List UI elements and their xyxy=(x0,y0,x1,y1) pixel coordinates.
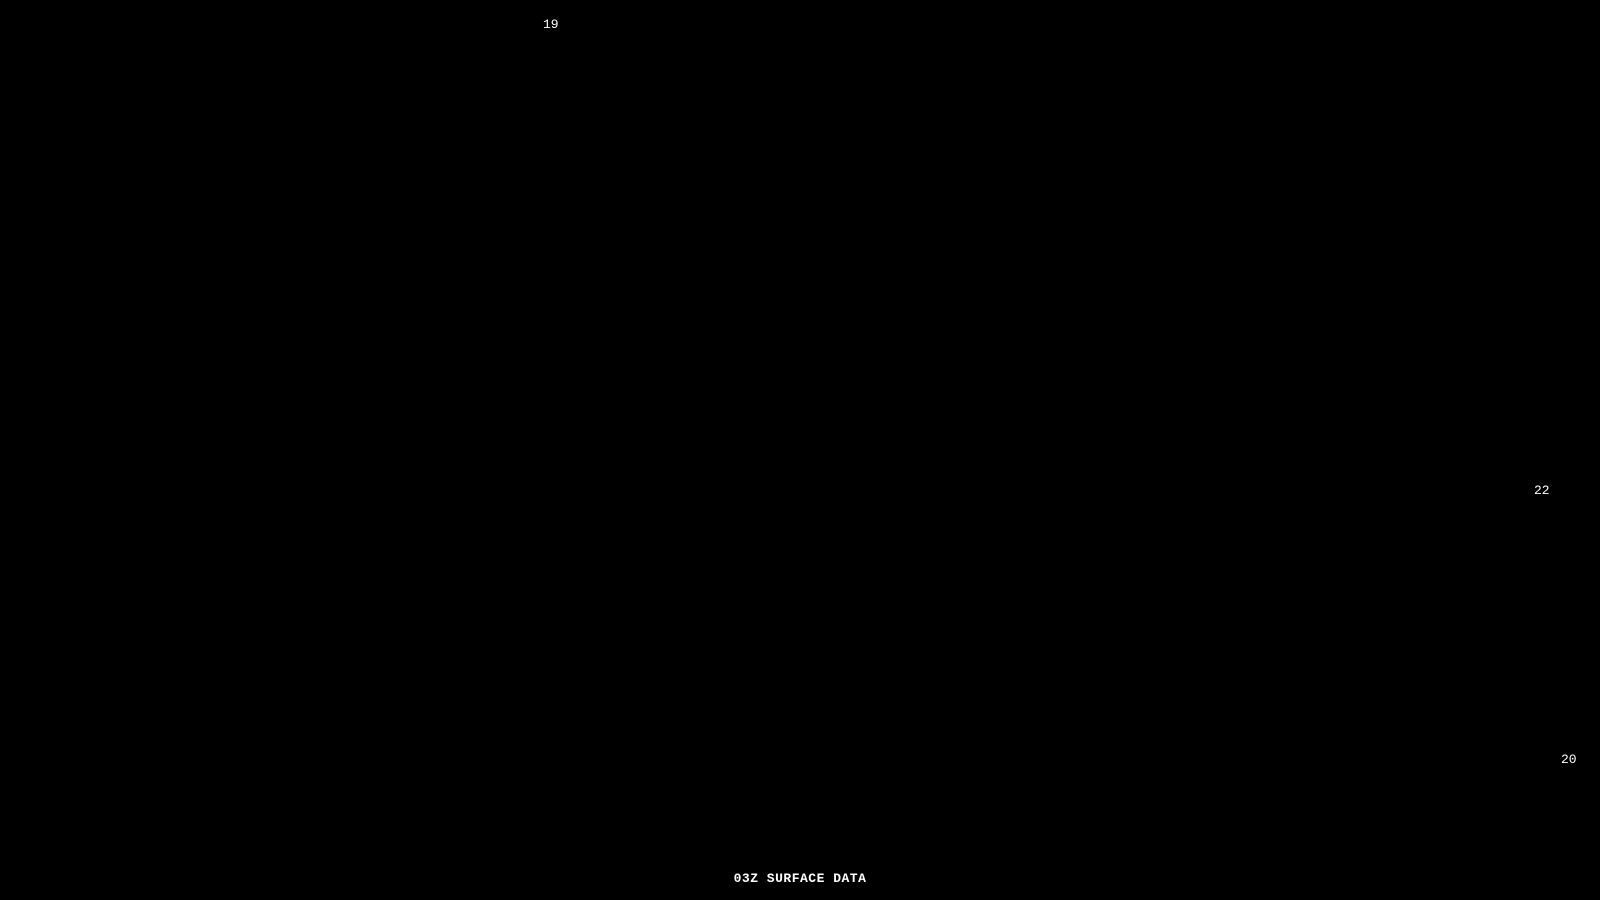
map-title: 03Z SURFACE DATA xyxy=(733,871,867,886)
contour-label-22: 22 xyxy=(1534,483,1550,498)
contour-label-19: 19 xyxy=(543,17,559,32)
contour-label-20: 20 xyxy=(1561,752,1577,767)
